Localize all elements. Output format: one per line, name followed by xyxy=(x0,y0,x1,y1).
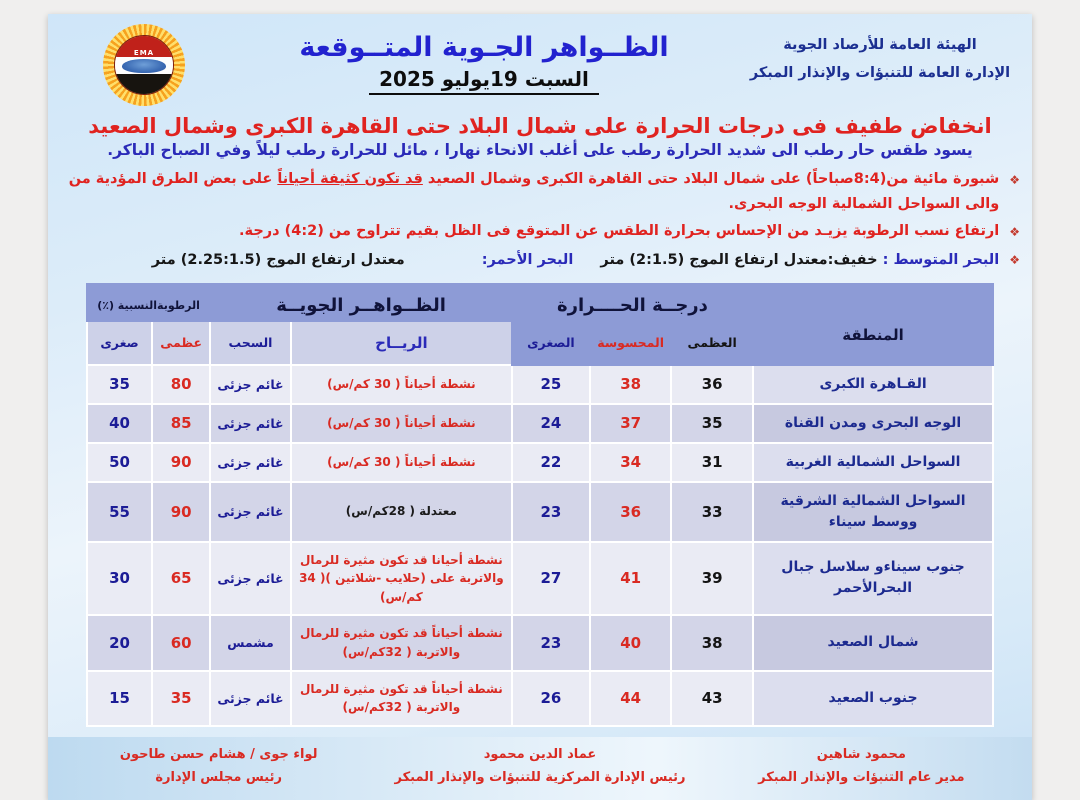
temp-felt-cell: 37 xyxy=(590,404,672,443)
temp-min-cell: 22 xyxy=(512,443,590,482)
logo-flag-black-band xyxy=(115,74,173,94)
fog-text-suffix: على بعض الطرق المؤدية من والى السواحل الشمالية الوجه البحرى. xyxy=(68,171,1000,212)
humidity-max-cell: 85 xyxy=(152,404,210,443)
ema-sun-logo-icon xyxy=(103,24,185,106)
mediterranean-wave-height: ارتفاع الموج (2:1.5) متر xyxy=(600,251,779,268)
clouds-cell: غائم جزئى xyxy=(210,482,291,542)
temp-felt-cell: 36 xyxy=(590,482,672,542)
authority-name xyxy=(744,24,1016,87)
authority-line2: الإدارة العامة للتنبؤات والإنذار المبكر xyxy=(749,64,1011,81)
column-group-phenomena: الظــواهــر الجويــة xyxy=(210,284,512,321)
logo-flag-white-band xyxy=(115,57,173,74)
humidity-min-cell: 30 xyxy=(87,542,152,616)
clouds-cell: غائم جزئى xyxy=(210,671,291,726)
column-header-temp-min: الصغرى xyxy=(512,321,590,365)
signature-title: رئيس مجلس الإدارة xyxy=(155,770,282,786)
red-sea-state: معتدل xyxy=(360,251,405,268)
red-sea-wave-height: ارتفاع الموج (2.25:1.5) متر xyxy=(151,251,356,268)
signature-block xyxy=(701,743,1022,790)
temp-min-cell: 26 xyxy=(512,671,590,726)
mediterranean-label: البحر المتوسط : xyxy=(882,251,1000,268)
forecast-summary xyxy=(48,114,1032,159)
signature-title: مدير عام التنبؤات والإنذار المبكر xyxy=(758,770,965,786)
column-header-humidity-max: عظمى xyxy=(152,321,210,365)
fog-text-prefix: شبورة مائية من(8:4صباحاً) على شمال البلاد حتى القاهرة الكبرى وشمال الصعيد xyxy=(422,171,1000,187)
logo-ema-text: EMA xyxy=(133,48,155,57)
column-header-temp-max: العظمى xyxy=(671,321,753,365)
ema-logo-core xyxy=(114,35,174,95)
column-header-temp-felt: المحسوسة xyxy=(590,321,672,365)
humidity-max-cell: 35 xyxy=(152,671,210,726)
table-row xyxy=(87,443,993,482)
temp-felt-cell: 44 xyxy=(590,671,672,726)
table-body xyxy=(87,365,993,726)
column-group-humidity: الرطوبةالنسبية (٪) xyxy=(87,284,210,321)
clouds-cell: غائم جزئى xyxy=(210,365,291,404)
temp-felt-cell: 38 xyxy=(590,365,672,404)
mediterranean-state: خفيف:معتدل xyxy=(783,251,878,268)
region-cell: القـاهرة الكبرى xyxy=(753,365,993,404)
temp-max-cell: 35 xyxy=(671,404,753,443)
temp-max-cell: 39 xyxy=(671,542,753,616)
wind-cell: نشطة أحياناً قد تكون مثيرة للرمال والاتربة ( 32كم/س) xyxy=(291,671,512,726)
red-sea-label: البحر الأحمر: xyxy=(476,251,574,268)
temp-felt-cell: 41 xyxy=(590,542,672,616)
column-group-temperature: درجــة الحــــرارة xyxy=(512,284,753,321)
column-header-region: المنطقة xyxy=(753,284,993,365)
diamond-bullet-icon: ❖ xyxy=(1009,173,1020,187)
fog-bullet xyxy=(68,167,1020,216)
signature-block xyxy=(379,743,700,790)
humidity-max-cell: 90 xyxy=(152,443,210,482)
humidity-min-cell: 15 xyxy=(87,671,152,726)
humidity-min-cell: 55 xyxy=(87,482,152,542)
region-cell: شمال الصعيد xyxy=(753,615,993,670)
region-cell: السواحل الشمالية الغربية xyxy=(753,443,993,482)
wind-cell: معتدلة ( 28كم/س) xyxy=(291,482,512,542)
temp-min-cell: 23 xyxy=(512,482,590,542)
wind-cell: نشطة أحياناً ( 30 كم/س) xyxy=(291,365,512,404)
summary-subline: يسود طقس حار رطب الى شديد الحرارة رطب على أغلب الانحاء نهارا ، مائل للحرارة رطب ليلاً وفي الصباح الباكر. xyxy=(107,141,973,159)
humidity-bullet xyxy=(68,219,1020,244)
logo-flag-red-band xyxy=(115,36,173,57)
cloud-icon xyxy=(122,59,166,73)
title-block xyxy=(224,24,744,95)
authority-line1: الهيئة العامة للأرصاد الجوية xyxy=(783,37,977,53)
signature-title: رئيس الإدارة المركزية للتنبؤات والإنذار المبكر xyxy=(394,770,686,786)
temp-min-cell: 24 xyxy=(512,404,590,443)
humidity-bullet-text: ارتفاع نسب الرطوبة يزيـد من الإحساس بحرارة الطقس عن المتوقع فى الظل بقيم تتراوح من (4:2) درجة. xyxy=(239,223,1000,240)
signature-block xyxy=(58,743,379,790)
region-cell: السواحل الشمالية الشرقية ووسط سيناء xyxy=(753,482,993,542)
column-header-wind: الريــاح xyxy=(291,321,512,365)
humidity-max-cell: 90 xyxy=(152,482,210,542)
humidity-min-cell: 35 xyxy=(87,365,152,404)
table-row xyxy=(87,482,993,542)
signatures-footer xyxy=(48,737,1032,800)
diamond-bullet-icon: ❖ xyxy=(1009,252,1020,267)
region-cell: جنوب سيناءو سلاسل جبال البحرالأحمر xyxy=(753,542,993,616)
clouds-cell: مشمس xyxy=(210,615,291,670)
temp-min-cell: 25 xyxy=(512,365,590,404)
humidity-max-cell: 60 xyxy=(152,615,210,670)
temp-felt-cell: 40 xyxy=(590,615,672,670)
humidity-min-cell: 50 xyxy=(87,443,152,482)
table-header xyxy=(87,284,993,365)
clouds-cell: غائم جزئى xyxy=(210,443,291,482)
forecast-details xyxy=(48,167,1032,275)
temp-min-cell: 23 xyxy=(512,615,590,670)
bulletin-header xyxy=(48,14,1032,106)
humidity-min-cell: 40 xyxy=(87,404,152,443)
wind-cell: نشطة أحياناً قد تكون مثيرة للرمال والاتربة ( 32كم/س) xyxy=(291,615,512,670)
signature-name: محمود شاهين xyxy=(816,746,906,762)
table-row xyxy=(87,671,993,726)
table-row xyxy=(87,404,993,443)
temp-max-cell: 36 xyxy=(671,365,753,404)
sea-state-bullet xyxy=(68,247,1020,275)
region-cell: جنوب الصعيد xyxy=(753,671,993,726)
region-cell: الوجه البحرى ومدن القناة xyxy=(753,404,993,443)
wind-cell: نشطة أحياناً ( 30 كم/س) xyxy=(291,443,512,482)
fog-bullet-text xyxy=(68,167,999,216)
temp-max-cell: 38 xyxy=(671,615,753,670)
column-header-humidity-min: صغرى xyxy=(87,321,152,365)
humidity-max-cell: 80 xyxy=(152,365,210,404)
temp-max-cell: 43 xyxy=(671,671,753,726)
logo-area xyxy=(64,24,224,106)
table-row xyxy=(87,615,993,670)
temp-max-cell: 31 xyxy=(671,443,753,482)
temp-max-cell: 33 xyxy=(671,482,753,542)
clouds-cell: غائم جزئى xyxy=(210,542,291,616)
signature-name: لواء جوى / هشام حسن طاحون xyxy=(119,746,318,762)
temp-min-cell: 27 xyxy=(512,542,590,616)
diamond-bullet-icon: ❖ xyxy=(1009,225,1020,240)
summary-headline: انخفاض طفيف فى درجات الحرارة على شمال البلاد حتى القاهرة الكبرى وشمال الصعيد xyxy=(88,114,992,138)
forecast-table xyxy=(86,283,994,727)
clouds-cell: غائم جزئى xyxy=(210,404,291,443)
weather-bulletin xyxy=(48,14,1032,800)
page-title: الظــواهر الجـوية المتــوقعة xyxy=(299,32,669,63)
wind-cell: نشطة أحيانا قد تكون مثيرة للرمال والاتربة على (حلايب -شلاتين )( 34 كم/س) xyxy=(291,542,512,616)
bulletin-date: السبت 19يوليو 2025 xyxy=(369,67,599,95)
temp-felt-cell: 34 xyxy=(590,443,672,482)
humidity-max-cell: 65 xyxy=(152,542,210,616)
wind-cell: نشطة أحياناً ( 30 كم/س) xyxy=(291,404,512,443)
table-row xyxy=(87,542,993,616)
humidity-min-cell: 20 xyxy=(87,615,152,670)
column-header-clouds: السحب xyxy=(210,321,291,365)
fog-text-underlined: قد تكون كثيفة أحياناً xyxy=(277,171,423,187)
table-row xyxy=(87,365,993,404)
sea-state-text xyxy=(130,247,999,275)
signature-name: عماد الدين محمود xyxy=(483,746,597,762)
